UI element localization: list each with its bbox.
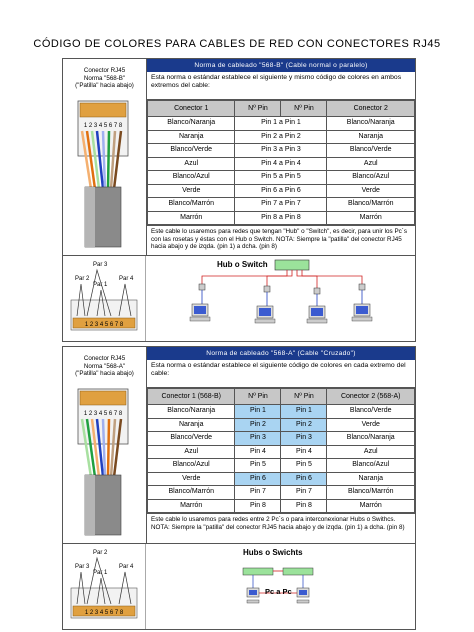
- cell: Marrón: [148, 499, 235, 513]
- section-header: Norma de cableado "568-A" (Cable "Cruzado"): [147, 347, 415, 360]
- cell: Pin 8 a Pin 8: [235, 211, 327, 225]
- cell: Verde: [148, 184, 235, 198]
- cell: Blanco/Azul: [148, 459, 235, 473]
- network-diagram: [147, 256, 415, 342]
- diagram-sublabel: Pc a Pc: [265, 587, 292, 596]
- table-row: [148, 144, 415, 158]
- cell: Naranja: [148, 418, 235, 432]
- cell: Blanco/Marrón: [148, 198, 235, 212]
- column-header: Conector 2: [327, 101, 415, 117]
- table-row: [148, 418, 415, 432]
- rj45-plug-icon: [73, 387, 133, 537]
- pair-label: Par 1: [93, 570, 108, 576]
- table-row: [148, 472, 415, 486]
- pc-icon: [190, 304, 372, 323]
- table-row: [148, 499, 415, 513]
- cell: Pin 5: [235, 459, 281, 473]
- section-note: Este cable lo usaremos para redes entre 2 Pc´s o para interconexionar Hubs o Swithcs. NOTA: Siempre la "patilla" del conector RJ45 hacia abajo y de izqda. (pin 1) a dcha. (pin 8): [147, 513, 415, 533]
- diagram-row-568b: [63, 255, 415, 342]
- cell: Pin 5: [281, 459, 327, 473]
- connector-panel-568a: [63, 347, 147, 543]
- pair-label: Par 4: [119, 564, 134, 570]
- column-header: Conector 1 (568-B): [148, 389, 235, 405]
- pins-label: 1 2 3 4 5 6 7 8: [84, 322, 124, 328]
- table-row: [148, 211, 415, 225]
- column-header: Nº Pin: [281, 101, 327, 117]
- section-intro: Esta norma o estándar establece el siguiente y mismo código de colores en ambos extremos del cable:: [147, 72, 415, 100]
- svg-text:1 2 3 4 5 6 7 8: 1 2 3 4 5 6 7 8: [83, 123, 123, 129]
- cell: Blanco/Verde: [148, 432, 235, 446]
- connector-caption-line2: Norma "568-B": [83, 74, 126, 82]
- cell: Verde: [327, 418, 415, 432]
- section-intro: Esta norma o estándar establece el siguiente código de colores en cada extremo del cable:: [147, 360, 415, 388]
- cell: Pin 1 a Pin 1: [235, 117, 327, 131]
- connector-caption-line1: Conector RJ45: [83, 355, 126, 362]
- column-header: Nº Pin: [235, 389, 281, 405]
- hub-network-icon: [147, 256, 415, 342]
- cell: Blanco/Naranja: [148, 405, 235, 419]
- cell: Pin 8: [281, 499, 327, 513]
- table-panel-568b: [147, 59, 415, 253]
- cell: Blanco/Naranja: [148, 117, 235, 131]
- table-header-row: [148, 389, 415, 405]
- cell: Pin 6: [235, 472, 281, 486]
- cell: Blanco/Marrón: [148, 486, 235, 500]
- cell: Blanco/Naranja: [327, 432, 415, 446]
- table-row: [148, 117, 415, 131]
- cell: Blanco/Verde: [148, 144, 235, 158]
- diagram-label: Hub o Switch: [217, 260, 268, 269]
- cell: Pin 7: [235, 486, 281, 500]
- cell: Pin 8: [235, 499, 281, 513]
- column-header: Nº Pin: [281, 389, 327, 405]
- table-row: [148, 130, 415, 144]
- table-panel-568a: [147, 347, 415, 533]
- column-header: Conector 1: [148, 101, 235, 117]
- table-row: [148, 445, 415, 459]
- connector-caption-line1: Conector RJ45: [83, 67, 126, 74]
- cell: Naranja: [148, 130, 235, 144]
- pair-label: Par 2: [75, 276, 90, 282]
- pair-label: Par 3: [75, 564, 90, 570]
- connector-caption-line3: ("Patilla" hacia abajo): [75, 370, 134, 377]
- cell: Blanco/Verde: [327, 405, 415, 419]
- cell: Pin 1: [235, 405, 281, 419]
- pair-diagram-icon: [63, 544, 146, 630]
- connector-caption: [63, 59, 146, 90]
- table-row: [148, 157, 415, 171]
- table-row: [148, 198, 415, 212]
- cell: Marrón: [148, 211, 235, 225]
- table-row: [148, 486, 415, 500]
- cell: Naranja: [327, 472, 415, 486]
- section-note: Este cable lo usaremos para redes que tengan "Hub" o "Switch", es decir, para unir los Pc´s con las rosetas y éstas con el Hub o Switch. NOTA: Siempre la "patilla" del conector RJ45 hacia abajo y de izqda. (pin 1) a dcha. (pin 8): [147, 225, 415, 253]
- connector-caption: [63, 347, 146, 378]
- color-table-568b: [147, 100, 415, 225]
- cell: Verde: [327, 184, 415, 198]
- column-header: Nº Pin: [235, 101, 281, 117]
- column-header: Conector 2 (568-A): [327, 389, 415, 405]
- diagram-row-568a: [63, 543, 415, 630]
- table-row: [148, 184, 415, 198]
- cell: Naranja: [327, 130, 415, 144]
- page-title: CÓDIGO DE COLORES PARA CABLES DE RED CON CONECTORES RJ45: [33, 38, 441, 50]
- color-table-568a: [147, 388, 415, 513]
- section-568a: [62, 346, 416, 630]
- table-row: [148, 432, 415, 446]
- pair-label: Par 4: [119, 276, 134, 282]
- diagram-label: Hubs o Swichts: [243, 548, 303, 557]
- pins-label: 1 2 3 4 5 6 7 8: [84, 610, 124, 616]
- cell: Pin 3: [281, 432, 327, 446]
- cell: Pin 3: [235, 432, 281, 446]
- cell: Blanco/Marrón: [327, 486, 415, 500]
- pair-label: Par 3: [93, 262, 108, 268]
- connector-caption-line2: Norma "568-A": [83, 362, 126, 370]
- table-row: [148, 405, 415, 419]
- pair-label: Par 1: [93, 282, 108, 288]
- cell: Azul: [148, 157, 235, 171]
- cell: Blanco/Azul: [148, 171, 235, 185]
- cell: Verde: [148, 472, 235, 486]
- table-row: [148, 459, 415, 473]
- cell: Marrón: [327, 499, 415, 513]
- cell: Pin 4: [235, 445, 281, 459]
- cell: Pin 1: [281, 405, 327, 419]
- svg-text:1 2 3 4 5 6 7 8: 1 2 3 4 5 6 7 8: [83, 411, 123, 417]
- cell: Pin 2: [281, 418, 327, 432]
- cell: Azul: [148, 445, 235, 459]
- cell: Pin 7: [281, 486, 327, 500]
- connector-panel-568b: [63, 59, 147, 255]
- table-header-row: [148, 101, 415, 117]
- cell: Marrón: [327, 211, 415, 225]
- cell: Pin 2 a Pin 2: [235, 130, 327, 144]
- pair-diagram-icon: [63, 256, 146, 342]
- cell: Pin 2: [235, 418, 281, 432]
- cell: Pin 3 a Pin 3: [235, 144, 327, 158]
- network-diagram: [147, 544, 415, 630]
- cell: Pin 4 a Pin 4: [235, 157, 327, 171]
- cell: Pin 5 a Pin 5: [235, 171, 327, 185]
- cell: Blanco/Marrón: [327, 198, 415, 212]
- cell: Blanco/Naranja: [327, 117, 415, 131]
- cell: Pin 6 a Pin 6: [235, 184, 327, 198]
- cell: Azul: [327, 445, 415, 459]
- rj45-plug-icon: [73, 99, 133, 249]
- cell: Blanco/Azul: [327, 459, 415, 473]
- pair-label: Par 2: [93, 550, 108, 556]
- cell: Pin 4: [281, 445, 327, 459]
- cell: Blanco/Verde: [327, 144, 415, 158]
- section-header: Norma de cableado "568-B" (Cable normal o paralelo): [147, 59, 415, 72]
- cell: Blanco/Azul: [327, 171, 415, 185]
- connector-caption-line3: ("Patilla" hacia abajo): [75, 82, 134, 89]
- cell: Azul: [327, 157, 415, 171]
- cell: Pin 7 a Pin 7: [235, 198, 327, 212]
- cell: Pin 6: [281, 472, 327, 486]
- section-568b: [62, 58, 416, 342]
- table-row: [148, 171, 415, 185]
